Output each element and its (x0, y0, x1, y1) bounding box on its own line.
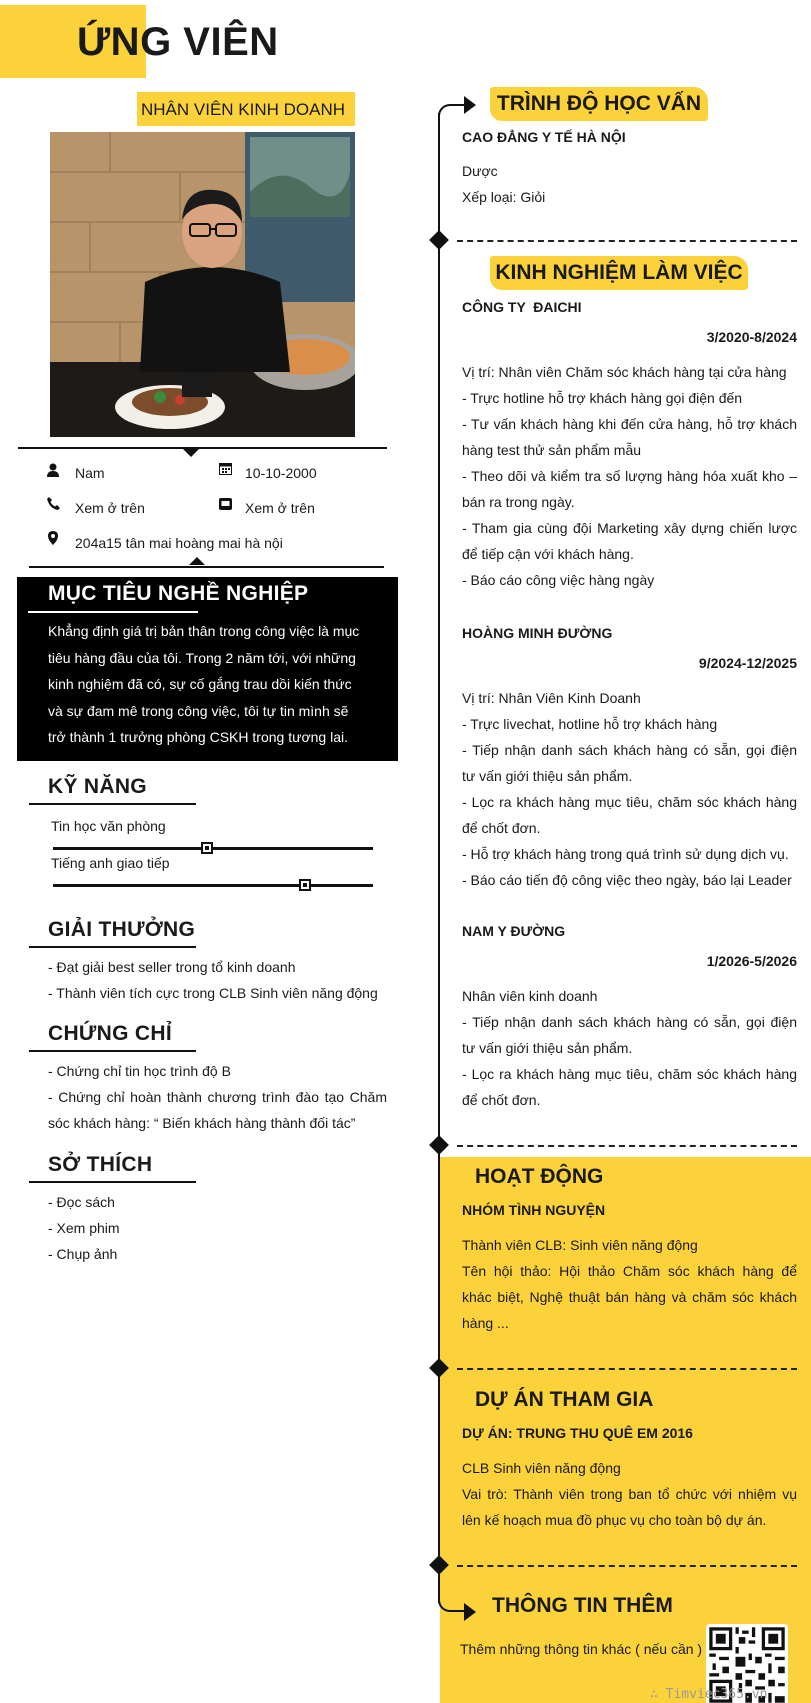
job-company: NAM Y ĐƯỜNG (462, 923, 566, 939)
certificate-item: sóc khách hàng: “ Biến khách hàng thành đối tác” (48, 1115, 356, 1131)
job-line: - Tham gia cùng đội Marketing xây dựng chiến lược (462, 520, 797, 536)
phone-icon (44, 497, 62, 513)
activities-description (462, 1232, 797, 1336)
job-line: hàng test thử sản phẩm mẫu (462, 442, 642, 458)
birthday-value: 10-10-2000 (245, 465, 317, 481)
project-line: Vai trò: Thành viên trong ban tổ chức với nhiệm vụ (462, 1486, 797, 1502)
skill-name: Tiếng anh giao tiếp (51, 855, 170, 871)
hobby-item: - Xem phim (48, 1220, 120, 1236)
activity-line: Thành viên CLB: Sinh viên năng động (462, 1237, 698, 1253)
more-info-text: Thêm những thông tin khác ( nếu cần ) (460, 1641, 703, 1657)
project-line: lên kế hoạch mua đồ phục vụ cho toàn bộ dự án. (462, 1512, 767, 1528)
email-icon (216, 497, 234, 513)
education-grade: Xếp loại: Giỏi (462, 189, 546, 205)
more-info-title: THÔNG TIN THÊM (492, 1594, 673, 1617)
job-date: 3/2020-8/2024 (706, 329, 797, 345)
phone-value: Xem ở trên (75, 500, 145, 516)
location-icon (44, 531, 62, 548)
section-divider (457, 1145, 797, 1147)
photo-illustration (50, 132, 355, 437)
objective-line: tiêu hàng đầu của tôi. Trong 2 năm tới, với những (48, 649, 356, 666)
job-line: Vị trí: Nhân Viên Kinh Doanh (462, 690, 641, 706)
activities-title: HOẠT ĐỘNG (475, 1165, 604, 1188)
skill-name: Tin học văn phòng (51, 818, 166, 834)
skill-slider-track (53, 884, 373, 887)
job-line: để tiếp cận với khách hàng. (462, 546, 634, 562)
page-title: ỨNG VIÊN (77, 20, 279, 64)
award-item: - Đạt giải best seller trong tổ kinh doanh (48, 959, 296, 975)
diamond-icon (429, 1135, 449, 1155)
award-item: - Thành viên tích cực trong CLB Sinh viên năng động (48, 985, 378, 1001)
gender-value: Nam (75, 465, 105, 481)
awards-list (48, 954, 378, 1006)
objective-title-underline (28, 611, 198, 613)
job-line: tư vấn giới thiệu sản phẩm. (462, 1040, 633, 1056)
activity-line: hàng ... (462, 1315, 509, 1331)
job-line: bán ra trong ngày. (462, 494, 575, 510)
skill-slider-knob (299, 879, 311, 891)
address-value: 204a15 tân mai hoàng mai hà nội (75, 535, 283, 551)
job-line: Nhân viên kinh doanh (462, 988, 598, 1004)
skill-slider-knob (201, 842, 213, 854)
job-company: CÔNG TY ĐAICHI (462, 299, 582, 315)
timeline-line (438, 113, 440, 1603)
hobbies-title: SỞ THÍCH (48, 1153, 153, 1176)
job-line: - Theo dõi và kiểm tra số lượng hàng hóa xuất kho – (462, 468, 797, 484)
job-line: - Báo cáo tiến độ công việc theo ngày, báo lại Leader (462, 872, 792, 888)
hobby-item: - Chụp ảnh (48, 1246, 118, 1262)
objective-line: kinh nghiệm đã có, sự cố gắng trau dồi kiến thức (48, 676, 352, 692)
education-title: TRÌNH ĐỘ HỌC VẤN (490, 87, 708, 121)
certificates-title: CHỨNG CHỈ (48, 1022, 172, 1045)
project-name: DỰ ÁN: TRUNG THU QUÊ EM 2016 (462, 1425, 693, 1441)
objective-text (48, 618, 378, 751)
job-line: Vị trí: Nhân viên Chăm sóc khách hàng tại cửa hàng (462, 364, 787, 380)
section-divider (457, 1565, 797, 1567)
skill-slider (53, 842, 373, 856)
divider-arrow-down-icon (183, 449, 199, 457)
job-line: - Trực livechat, hotline hỗ trợ khách hàng (462, 716, 718, 732)
awards-title-underline (29, 946, 196, 948)
activity-line: khác biệt, Nghệ thuật bán hàng và chăm sóc khách (462, 1289, 797, 1305)
education-major: Dược (462, 163, 498, 179)
skill-slider-track (53, 847, 373, 850)
avatar-photo (50, 132, 355, 437)
arrow-right-icon (464, 1603, 476, 1621)
timeline-bottom-curve (438, 1590, 464, 1612)
job-date: 1/2026-5/2026 (706, 953, 797, 969)
job-company: HOÀNG MINH ĐƯỜNG (462, 625, 613, 641)
job-line: để chốt đơn. (462, 1092, 541, 1108)
job-description (462, 983, 797, 1113)
arrow-right-icon (464, 96, 476, 114)
job-date: 9/2024-12/2025 (698, 655, 797, 671)
job-line: - Trực hotline hỗ trợ khách hàng gọi điện đến (462, 390, 743, 406)
section-divider (457, 240, 797, 242)
diamond-icon (429, 230, 449, 250)
objective-line: và sự đam mê trong công việc, tôi tự tin mình sẽ (48, 702, 349, 719)
divider-arrow-up-icon (189, 557, 205, 565)
project-line: CLB Sinh viên năng động (462, 1460, 621, 1476)
skills-title-underline (29, 803, 196, 805)
certificate-item: - Chứng chỉ hoàn thành chương trình đào tạo Chăm (48, 1089, 387, 1105)
section-divider (457, 1368, 797, 1370)
hobby-item: - Đọc sách (48, 1194, 115, 1210)
info-divider (29, 566, 384, 568)
experience-title: KINH NGHIỆM LÀM VIỆC (490, 256, 748, 290)
timeline-top-curve (438, 104, 464, 124)
skill-slider (53, 879, 373, 893)
email-value: Xem ở trên (245, 500, 315, 516)
user-icon (44, 463, 62, 480)
job-line: - Lọc ra khách hàng mục tiêu, chăm sóc khách hàng (462, 794, 797, 810)
calendar-icon (216, 462, 234, 478)
education-details (462, 158, 545, 210)
watermark: ∴ Timviec365.vn (650, 1687, 768, 1702)
certificate-item: - Chứng chỉ tin học trình độ B (48, 1063, 231, 1079)
activities-org: NHÓM TÌNH NGUYỆN (462, 1202, 606, 1218)
job-description (462, 359, 797, 593)
job-line: - Báo cáo công việc hàng ngày (462, 572, 655, 588)
job-line: tư vấn giới thiệu sản phẩm. (462, 768, 633, 784)
job-line: - Hỗ trợ khách hàng trong quá trình sử dụng dịch vụ. (462, 846, 789, 862)
job-line: để chốt đơn. (462, 820, 541, 836)
certificates-title-underline (29, 1050, 196, 1052)
projects-title: DỰ ÁN THAM GIA (475, 1388, 654, 1411)
awards-title: GIẢI THƯỞNG (48, 918, 196, 941)
photo-divider (18, 447, 387, 449)
certificates-list (48, 1058, 387, 1136)
job-line: - Tiếp nhận danh sách khách hàng có sẵn, gọi điện (462, 742, 797, 758)
education-school: CAO ĐẲNG Y TẾ HÀ NỘI (462, 129, 626, 145)
hobbies-list (48, 1189, 120, 1267)
activity-line: Tên hội thảo: Hội thảo Chăm sóc khách hàng để (462, 1263, 797, 1279)
hobbies-title-underline (29, 1181, 196, 1183)
objective-line: Khẳng định giá trị bản thân trong công việc là mục (48, 623, 360, 639)
skills-title: KỸ NĂNG (48, 775, 147, 798)
objective-title: MỤC TIÊU NGHỀ NGHIỆP (48, 582, 309, 605)
job-line: - Tư vấn khách hàng khi đến cửa hàng, hỗ trợ khách (462, 416, 797, 432)
project-description (462, 1455, 797, 1533)
job-line: - Tiếp nhận danh sách khách hàng có sẵn, gọi điện (462, 1014, 797, 1030)
job-description (462, 685, 797, 893)
position-title: NHÂN VIÊN KINH DOANH (141, 100, 346, 119)
objective-line: trở thành 1 trưởng phòng CSKH trong tương lai. (48, 729, 348, 745)
job-line: - Lọc ra khách hàng mục tiêu, chăm sóc khách hàng (462, 1066, 797, 1082)
